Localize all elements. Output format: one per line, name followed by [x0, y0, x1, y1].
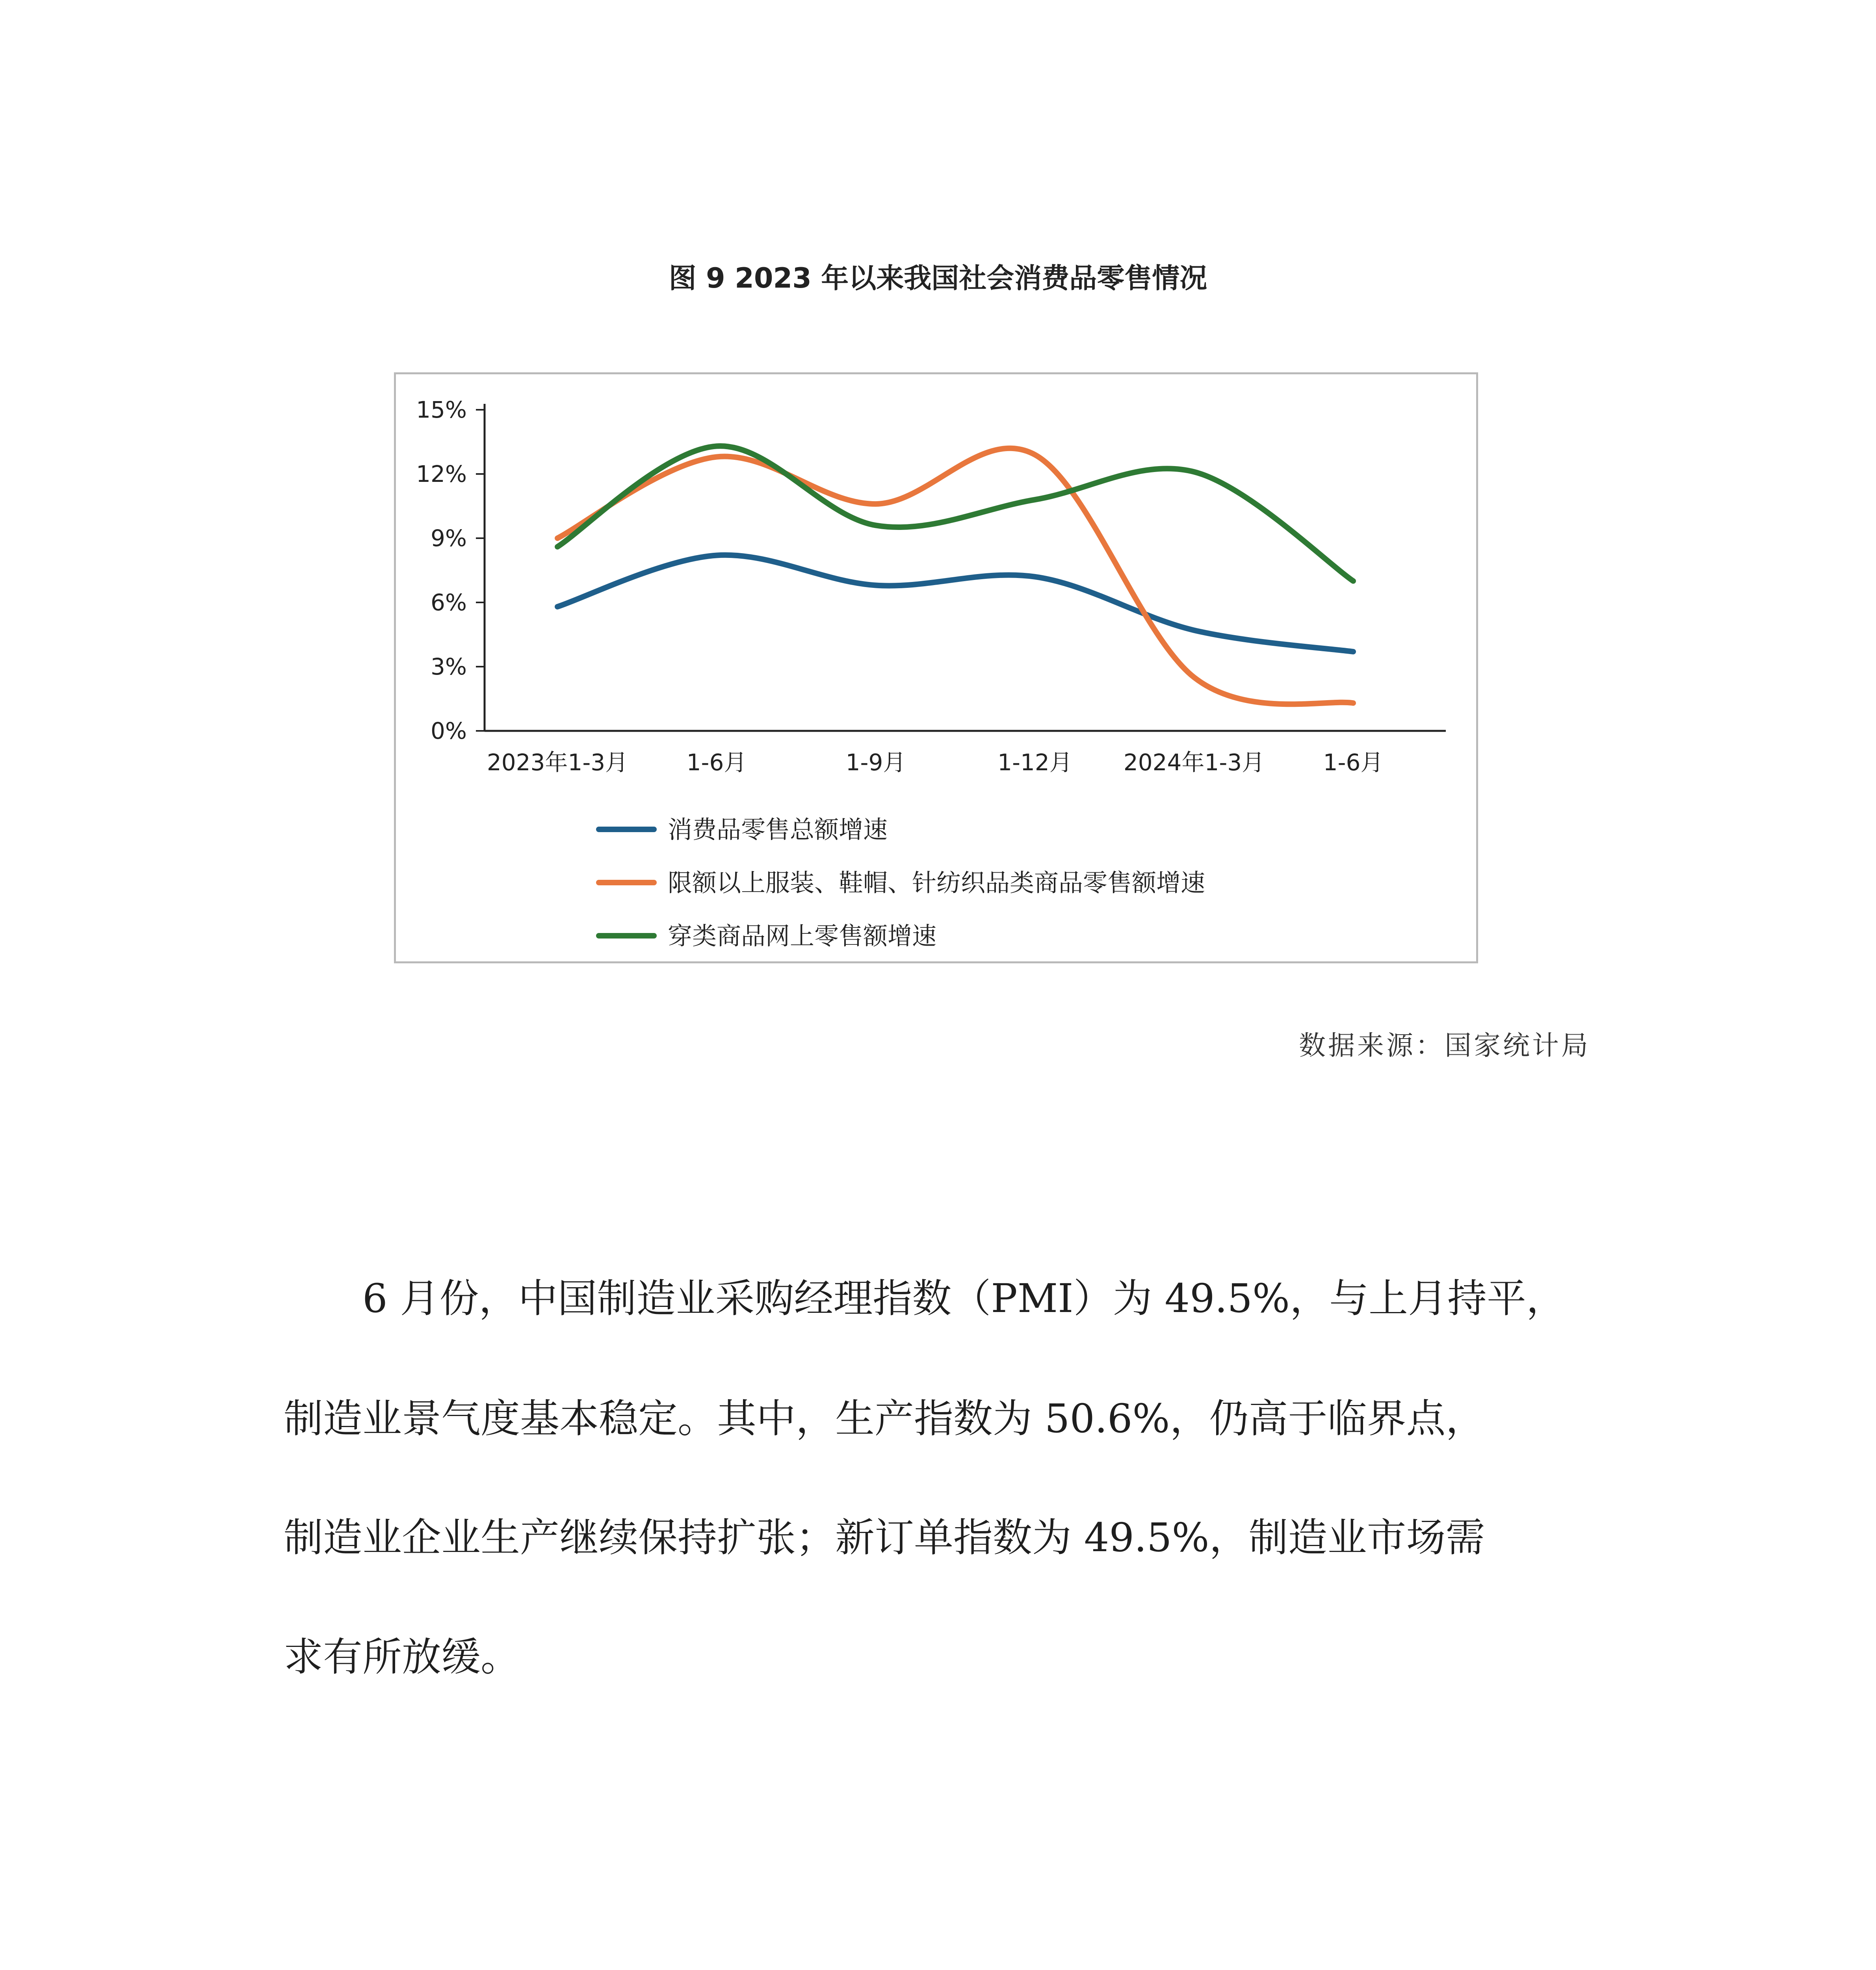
- x-tick-label: 1-12月: [997, 749, 1072, 776]
- x-tick-label: 1-6月: [686, 749, 747, 776]
- y-tick-label: 12%: [416, 461, 467, 487]
- series-line-1: [557, 555, 1353, 652]
- chart-canvas: [396, 374, 1476, 961]
- body-line-2: 制造业景气度基本稳定。其中，生产指数为 50.6%，仍高于临界点，: [284, 1396, 1485, 1442]
- legend-label-3: 穿类商品网上零售额增速: [668, 922, 937, 950]
- data-point: [875, 585, 876, 586]
- body-line-4: 求有所放缓。: [284, 1634, 520, 1680]
- data-point: [1353, 581, 1354, 582]
- line-chart: [394, 372, 1478, 963]
- x-tick-label: 2024年1-3月: [1123, 749, 1265, 776]
- data-point: [875, 525, 876, 526]
- x-tick-label: 2023年1-3月: [487, 749, 628, 776]
- y-tick-label: 3%: [430, 653, 467, 680]
- data-point: [1353, 651, 1354, 652]
- data-source: 数据来源：国家统计局: [1298, 1030, 1590, 1061]
- y-tick-label: 15%: [416, 396, 467, 423]
- body-line-3: 制造业企业生产继续保持扩张；新订单指数为 49.5%，制造业市场需: [284, 1515, 1485, 1561]
- y-tick-label: 0%: [430, 717, 467, 744]
- figure-title: 图 9 2023 年以来我国社会消费品零售情况: [669, 262, 1207, 294]
- data-point: [557, 546, 558, 547]
- x-tick-label: 1-6月: [1323, 749, 1384, 776]
- data-point: [557, 538, 558, 539]
- legend-label-1: 消费品零售总额增速: [668, 815, 888, 844]
- data-point: [716, 555, 717, 556]
- x-tick-label: 1-9月: [845, 749, 906, 776]
- y-tick-label: 6%: [430, 589, 467, 616]
- y-tick-label: 9%: [430, 525, 467, 552]
- body-line-1: 6 月份，中国制造业采购经理指数（PMI）为 49.5%，与上月持平，: [362, 1275, 1566, 1321]
- data-point: [557, 606, 558, 607]
- legend-label-2: 限额以上服装、鞋帽、针纺织品类商品零售额增速: [668, 868, 1205, 897]
